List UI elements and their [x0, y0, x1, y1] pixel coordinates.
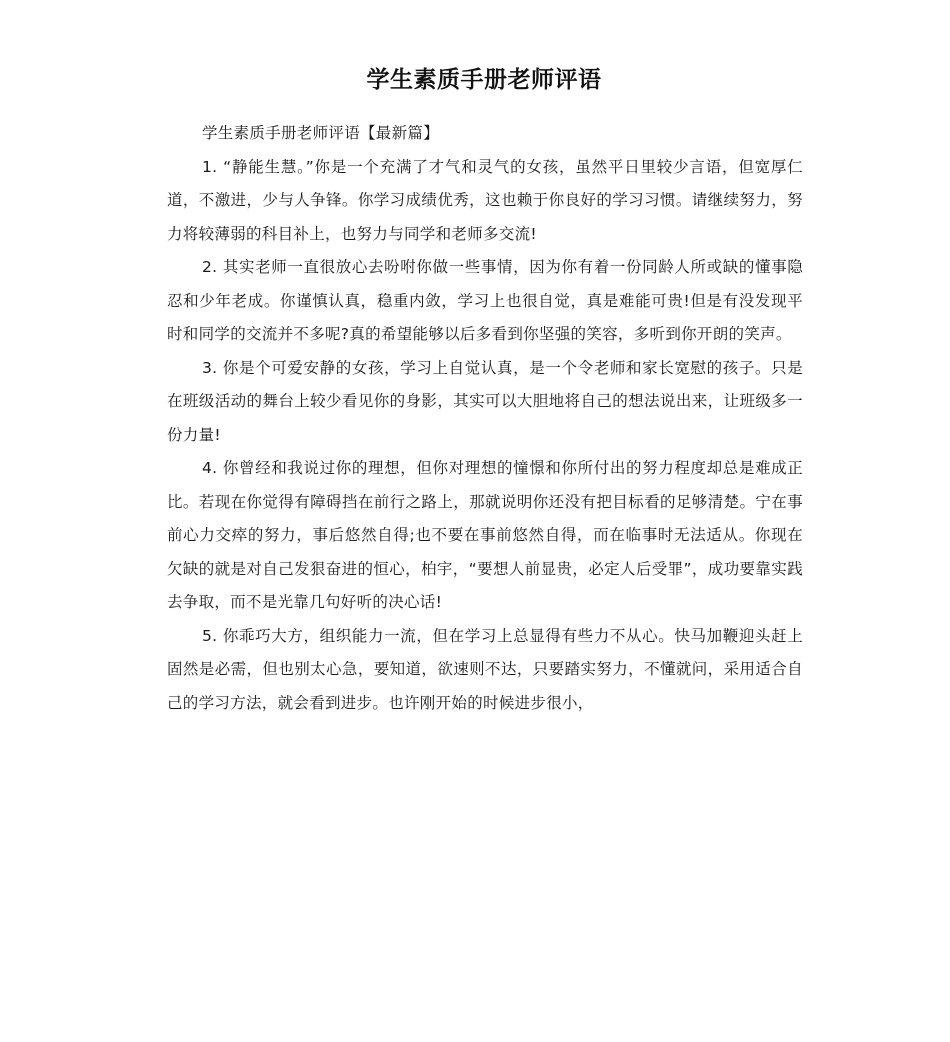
document-body [167, 117, 803, 720]
paragraph-2: 2. 其实老师一直很放心去吩咐你做一些事情，因为你有着一份同龄人所或缺的懂事隐忍和少年老成。你谨慎认真，稳重内敛，学习上也很自觉，真是难能可贵!但是有没发现平时和同学的交流并不多呢?真的希望能够以后多看到你坚强的笑容，多听到你开朗的笑声。 [167, 258, 803, 343]
document-title: 学生素质手册老师评语 [366, 67, 602, 94]
paragraph-5: 5. 你乖巧大方，组织能力一流，但在学习上总显得有些力不从心。快马加鞭迎头赶上固然是必需，但也别太心急，要知道，欲速则不达，只要踏实努力，不懂就问，采用适合自己的学习方法，就会看到进步。也许刚开始的时候进步很小， [167, 626, 803, 712]
paragraph-1: 1. “静能生慧。”你是一个充满了才气和灵气的女孩，虽然平日里较少言语，但宽厚仁道，不激进，少与人争锋。你学习成绩优秀，这也赖于你良好的学习习惯。请继续努力，努力将较薄弱的科目补上，也努力与同学和老师多交流! [167, 157, 803, 243]
paragraph-4: 4. 你曾经和我说过你的理想，但你对理想的憧憬和你所付出的努力程度却总是难成正比。若现在你觉得有障碍挡在前行之路上，那就说明你还没有把目标看的足够清楚。宁在事前心力交瘁的努力，事后悠然自得;也不要在事前悠然自得，而在临事时无法适从。你现在欠缺的就是对自己发狠奋进的恒心，柏宇，“要想人前显贵，必定人后受罪”，成功要靠实践去争取，而不是光靠几句好听的决心话! [167, 459, 803, 611]
paragraph-3: 3. 你是个可爱安静的女孩，学习上自觉认真，是一个令老师和家长宽慰的孩子。只是在班级活动的舞台上较少看见你的身影，其实可以大胆地将自己的想法说出来，让班级多一份力量! [167, 358, 803, 444]
paragraph-subtitle: 学生素质手册老师评语【最新篇】 [202, 124, 440, 142]
